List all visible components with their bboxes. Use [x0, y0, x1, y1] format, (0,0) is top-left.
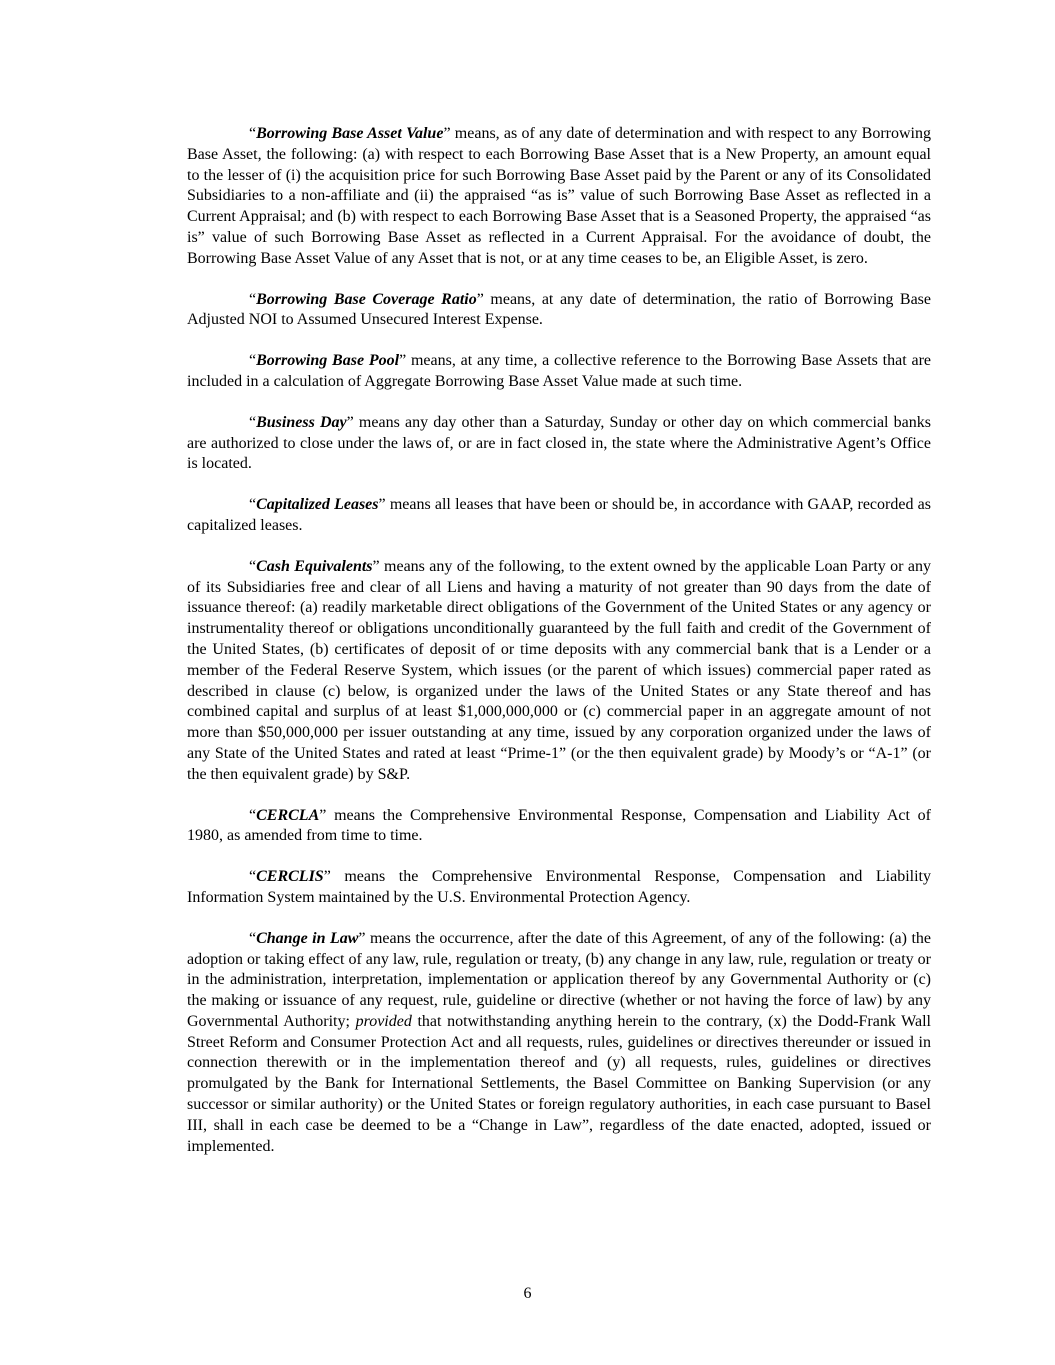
emphasis-provided: provided [355, 1012, 412, 1030]
definition-borrowing-base-asset-value: “Borrowing Base Asset Value” means, as of any date of determination and with respect to any Borrowing Base Asset, the following: (a) with respect to each Borrowing Base Asset that is a New Property, an amount equal to the lesser of (i) the acquisition price for such Borrowing Base Asset paid by the Parent or any of its Consolidated Subsidiaries to a non-affiliate and (ii) the appraised “as is” value of such Borrowing Base Asset as reflected in a Current Appraisal; and (b) with respect to each Borrowing Base Asset that is a Seasoned Property, the appraised “as is” value of such Borrowing Base Asset as reflected in a Current Appraisal. For the avoidance of doubt, the Borrowing Base Asset Value of any Asset that is not, or at any time ceases to be, an Eligible Asset, is zero. [187, 125, 932, 267]
definition-borrowing-base-coverage-ratio: “Borrowing Base Coverage Ratio” means, at any date of determination, the ratio of Borrowing Base Adjusted NOI to Assumed Unsecured Interest Expense. [187, 290, 932, 329]
page-number: 6 [523, 1285, 532, 1302]
defined-term: Capitalized Leases [256, 496, 379, 514]
definitions-section [187, 124, 931, 1177]
definition-text: means, as of any date of determination and with respect to any Borrowing Base Asset, the following: (a) with respect to each Borrowing Base Asset that is a New Property, an amount equal to the lesser of (i) the acquisition price for such Borrowing Base Asset paid by the Parent or any of its Consolidated Subsidiaries to a non-affiliate and (ii) the appraised “as is” value of such Borrowing Base Asset as reflected in a Current Appraisal; and (b) with respect to each Borrowing Base Asset that is a Seasoned Property, the appraised “as is” value of such Borrowing Base Asset as reflected in a Current Appraisal. For the avoidance of doubt, the Borrowing Base Asset Value of any Asset that is not, or at any time ceases to be, an Eligible Asset, is zero. [187, 125, 932, 267]
definition-borrowing-base-pool: “Borrowing Base Pool” means, at any time, a collective reference to the Borrowing Base Assets that are included in a calculation of Aggregate Borrowing Base Asset Value made at such time. [187, 352, 931, 390]
definition-text: means any day other than a Saturday, Sunday or other day on which commercial banks are authorized to close under the laws of, or are in fact closed in, the state where the Administrative Agent’s Office is located. [187, 413, 932, 473]
definition-text: means, at any date of determination, the ratio of Borrowing Base Adjusted NOI to Assumed Unsecured Interest Expense. [187, 290, 932, 329]
definition-business-day: “Business Day” means any day other than a Saturday, Sunday or other day on which commercial banks are authorized to close under the laws of, or are in fact closed in, the state where the Administrative Agent’s Office is located. [187, 413, 932, 473]
defined-term: Borrowing Base Pool [256, 352, 400, 370]
definition-cercla: “CERCLA” means the Comprehensive Environmental Response, Compensation and Liability Act of 1980, as amended from time to time. [187, 806, 931, 845]
defined-term: CERCLA [256, 806, 320, 824]
defined-term: Borrowing Base Coverage Ratio [256, 290, 477, 308]
definition-change-in-law: “Change in Law” means the occurrence, after the date of this Agreement, of any of the following: (a) the adoption or taking effect of any law, rule, regulation or treaty, (b) any change in any law, rule, regulation or treaty or in the administration, interpretation, implementation or application thereof by any Governmental Authority or (c) the making or issuance of any request, rule, guideline or directive (whether or not having the force of law) by any Governmental Authority; provided that notwithstanding anything herein to the contrary, (x) the Dodd-Frank Wall Street Reform and Consumer Protection Act and all requests, rules, guidelines or directives thereunder or issued in connection therewith or in the implementation thereof and (y) all requests, rules, guidelines or directives promulgated by the Bank for International Settlements, the Basel Committee on Banking Supervision (or any successor or similar authority) or the United States or foreign regulatory authorities, in each case pursuant to Basel III, shall in each case be deemed to be a “Change in Law”, regardless of the date enacted, adopted, issued or implemented. [187, 929, 932, 1155]
defined-term: Borrowing Base Asset Value [256, 125, 444, 142]
defined-term: Cash Equivalents [256, 557, 373, 575]
definition-capitalized-leases: “Capitalized Leases” means all leases that have been or should be, in accordance with GAAP, recorded as capitalized leases. [187, 496, 931, 534]
definition-text: means any of the following, to the extent owned by the applicable Loan Party or any of its Subsidiaries free and clear of all Liens and having a maturity of not greater than 90 days from the date of issuance thereof: (a) readily marketable direct obligations of the Government of the United States or any agency or instrumentality thereof or obligations unconditionally guaranteed by the full faith and credit of the Government of the United States, (b) certificates of deposit of or time deposits with any commercial bank that is a Lender or a member of the Federal Reserve System, which issues (or the parent of which issues) commercial paper rated as described in clause (c) below, is organized under the laws of the United States or any State thereof and has combined capital and surplus of at least $1,000,000,000 or (c) commercial paper in an aggregate amount of not more than $50,000,000 per issuer outstanding at any time, issued by any corporation organized under the laws of any State of the United States and rated at least “Prime-1” (or the then equivalent grade) by Moody’s or “A-1” (or the then equivalent grade) by S&P. [187, 557, 931, 783]
definition-text: means the Comprehensive Environmental Response, Compensation and Liability Information System maintained by the U.S. Environmental Protection Agency. [187, 868, 931, 906]
defined-term: CERCLIS [256, 868, 324, 886]
definition-text: means all leases that have been or should be, in accordance with GAAP, recorded as capitalized leases. [187, 496, 931, 534]
definition-text: means the Comprehensive Environmental Response, Compensation and Liability Act of 1980, as amended from time to time. [187, 806, 931, 845]
defined-term: Business Day [256, 413, 347, 431]
defined-term: Change in Law [256, 929, 359, 947]
definition-text: means, at any time, a collective reference to the Borrowing Base Assets that are included in a calculation of Aggregate Borrowing Base Asset Value made at such time. [187, 352, 931, 390]
definition-cerclis: “CERCLIS” means the Comprehensive Environmental Response, Compensation and Liability Information System maintained by the U.S. Environmental Protection Agency. [187, 868, 931, 906]
definition-text-continued: that notwithstanding anything herein to the contrary, (x) the Dodd-Frank Wall Street Reform and Consumer Protection Act and all requests, rules, guidelines or directives thereunder or issued in connection therewith or in the implementation thereof and (y) all requests, rules, guidelines or directives promulgated by the Bank for International Settlements, the Basel Committee on Banking Supervision (or any successor or similar authority) or the United States or foreign regulatory authorities, in each case pursuant to Basel III, shall in each case be deemed to be a “Change in Law”, regardless of the date enacted, adopted, issued or implemented. [187, 1012, 931, 1155]
definition-cash-equivalents: “Cash Equivalents” means any of the following, to the extent owned by the applicable Loan Party or any of its Subsidiaries free and clear of all Liens and having a maturity of not greater than 90 days from the date of issuance thereof: (a) readily marketable direct obligations of the Government of the United States or any agency or instrumentality thereof or obligations unconditionally guaranteed by the full faith and credit of the Government of the United States, (b) certificates of deposit of or time deposits with any commercial bank that is a Lender or a member of the Federal Reserve System, which issues (or the parent of which issues) commercial paper rated as described in clause (c) below, is organized under the laws of the United States or any State thereof and has combined capital and surplus of at least $1,000,000,000 or (c) commercial paper in an aggregate amount of not more than $50,000,000 per issuer outstanding at any time, issued by any corporation organized under the laws of any State of the United States and rated at least “Prime-1” (or the then equivalent grade) by Moody’s or “A-1” (or the then equivalent grade) by S&P. [187, 557, 931, 783]
definition-text: means the occurrence, after the date of this Agreement, of any of the following: (a) the adoption or taking effect of any law, rule, regulation or treaty, (b) any change in any law, rule, regulation or treaty or in the administration, interpretation, implementation or application thereof by any Governmental Authority or (c) the making or issuance of any request, rule, guideline or directive (whether or not having the force of law) by any Governmental Authority; [187, 929, 932, 1030]
